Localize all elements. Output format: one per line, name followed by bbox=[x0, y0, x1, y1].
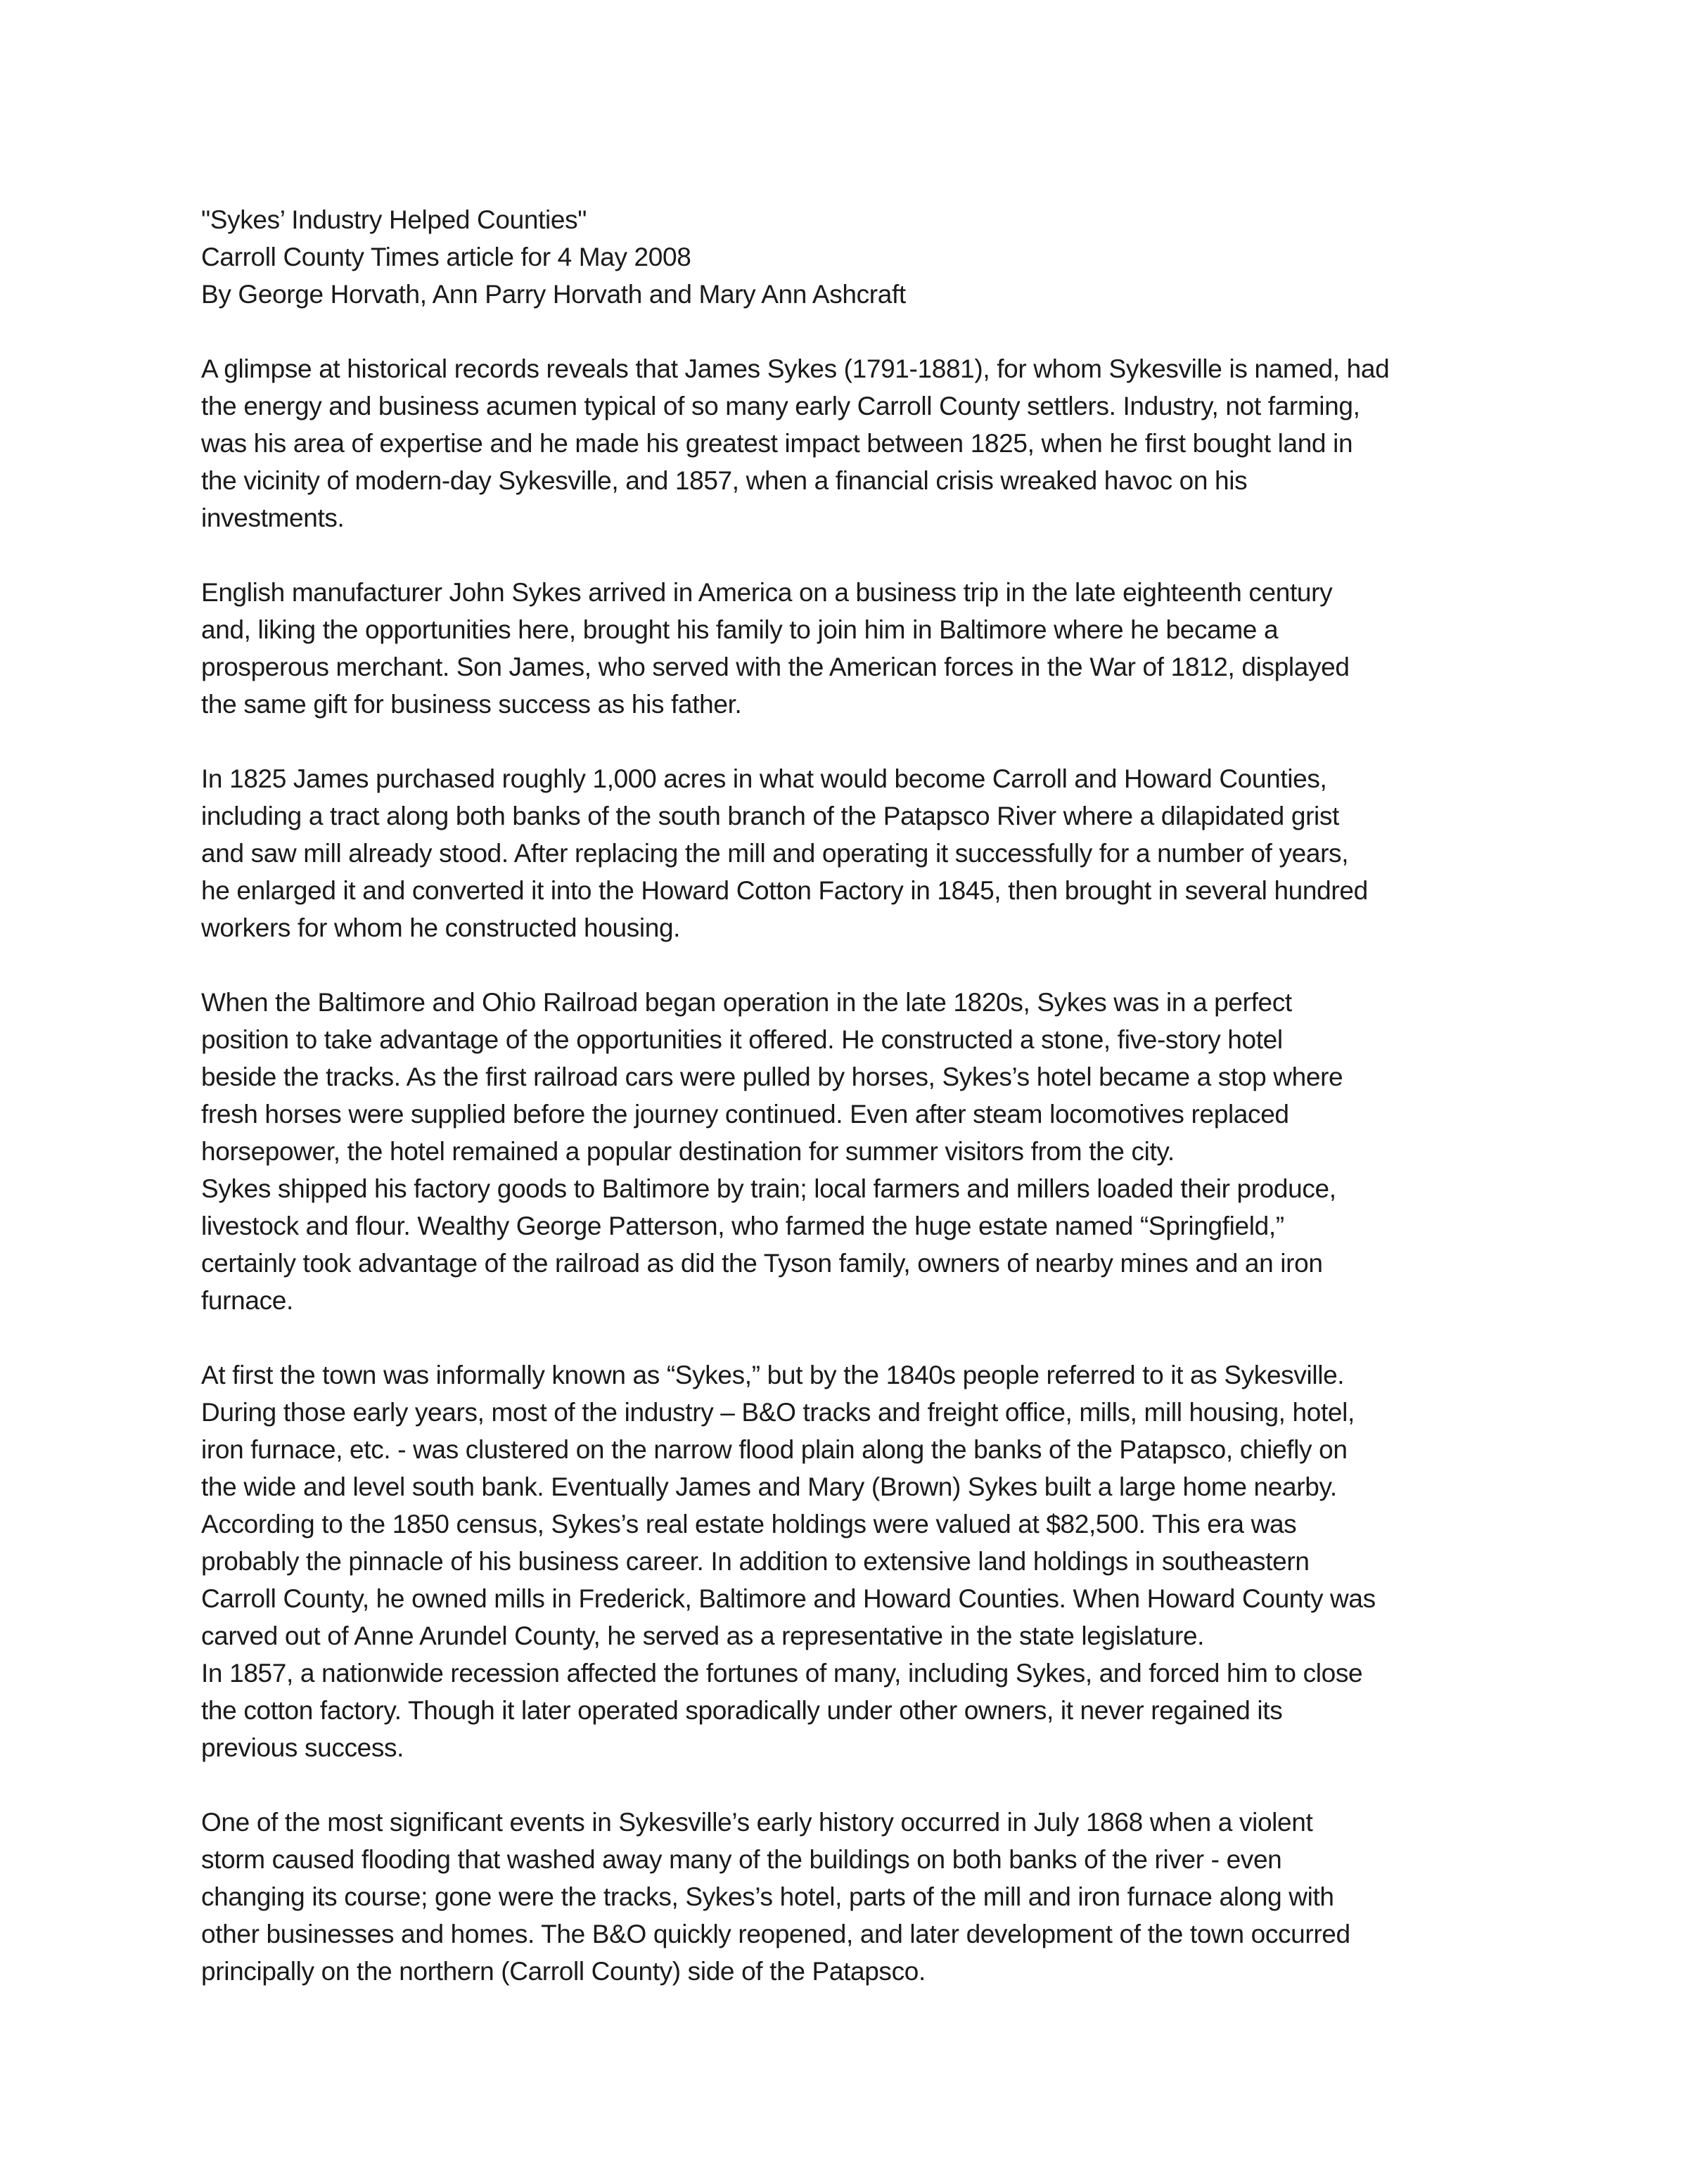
text-line: the cotton factory. Though it later operated sporadically under other owners, it never regained its bbox=[201, 1696, 1283, 1725]
article-body bbox=[201, 201, 1523, 1990]
text-line: fresh horses were supplied before the journey continued. Even after steam locomotives replaced bbox=[201, 1100, 1289, 1129]
text-line: workers for whom he constructed housing. bbox=[201, 913, 681, 942]
text-line: and, liking the opportunities here, brought his family to join him in Baltimore where he became a bbox=[201, 615, 1279, 644]
text-line: In 1857, a nationwide recession affected the fortunes of many, including Sykes, and forced him to close bbox=[201, 1659, 1363, 1688]
text-line: A glimpse at historical records reveals that James Sykes (1791-1881), for whom Sykesville is named, had bbox=[201, 354, 1390, 383]
text-line: investments. bbox=[201, 503, 345, 532]
text-line: was his area of expertise and he made his greatest impact between 1825, when he first bought land in bbox=[201, 429, 1353, 458]
publication-line: Carroll County Times article for 4 May 2008 bbox=[201, 243, 691, 271]
text-line: livestock and flour. Wealthy George Patterson, who farmed the huge estate named “Springfield,” bbox=[201, 1212, 1284, 1240]
text-line: According to the 1850 census, Sykes’s real estate holdings were valued at $82,500. This era was bbox=[201, 1510, 1297, 1539]
paragraph-gap bbox=[201, 1766, 1523, 1804]
paragraph-gap bbox=[201, 946, 1523, 984]
text-line: the vicinity of modern-day Sykesville, and 1857, when a financial crisis wreaked havoc on his bbox=[201, 466, 1248, 495]
text-line: prosperous merchant. Son James, who served with the American forces in the War of 1812, displayed bbox=[201, 653, 1350, 681]
paragraph bbox=[201, 760, 1523, 946]
text-line: In 1825 James purchased roughly 1,000 acres in what would become Carroll and Howard Counties, bbox=[201, 764, 1327, 793]
paragraph-gap bbox=[201, 1319, 1523, 1356]
text-line: principally on the northern (Carroll County) side of the Patapsco. bbox=[201, 1957, 926, 1986]
paragraph-gap bbox=[201, 723, 1523, 760]
text-line: At first the town was informally known as “Sykes,” but by the 1840s people referred to it as Sykesville. bbox=[201, 1361, 1345, 1389]
text-line: During those early years, most of the industry – B&O tracks and freight office, mills, mill housing, hotel, bbox=[201, 1398, 1355, 1427]
text-line: iron furnace, etc. - was clustered on the narrow flood plain along the banks of the Patapsco, chiefly on bbox=[201, 1435, 1348, 1464]
text-line: the energy and business acumen typical of so many early Carroll County settlers. Industry, not farming, bbox=[201, 392, 1360, 420]
text-line: beside the tracks. As the first railroad cars were pulled by horses, Sykes’s hotel became a stop where bbox=[201, 1062, 1343, 1091]
text-line: horsepower, the hotel remained a popular destination for summer visitors from the city. bbox=[201, 1137, 1175, 1166]
text-line: he enlarged it and converted it into the Howard Cotton Factory in 1845, then brought in several hundred bbox=[201, 876, 1368, 905]
text-line: the same gift for business success as his father. bbox=[201, 690, 742, 719]
text-line: and saw mill already stood. After replacing the mill and operating it successfully for a number of years, bbox=[201, 839, 1349, 868]
text-line: including a tract along both banks of the south branch of the Patapsco River where a dilapidated grist bbox=[201, 802, 1339, 830]
article-title: "Sykes’ Industry Helped Counties" bbox=[201, 205, 587, 234]
paragraph bbox=[201, 350, 1523, 537]
text-line: Carroll County, he owned mills in Frederick, Baltimore and Howard Counties. When Howard County was bbox=[201, 1584, 1376, 1613]
text-line: certainly took advantage of the railroad as did the Tyson family, owners of nearby mines and an iron bbox=[201, 1249, 1323, 1278]
text-line: furnace. bbox=[201, 1286, 293, 1315]
text-line: storm caused flooding that washed away many of the buildings on both banks of the river - even bbox=[201, 1845, 1282, 1874]
paragraph bbox=[201, 984, 1523, 1319]
paragraph bbox=[201, 1804, 1523, 1990]
text-line: One of the most significant events in Sykesville’s early history occurred in July 1868 when a violent bbox=[201, 1808, 1313, 1837]
paragraph-gap bbox=[201, 537, 1523, 574]
text-line: probably the pinnacle of his business career. In addition to extensive land holdings in southeastern bbox=[201, 1547, 1310, 1576]
paragraph bbox=[201, 1356, 1523, 1766]
text-line: the wide and level south bank. Eventually James and Mary (Brown) Sykes built a large home nearby. bbox=[201, 1472, 1337, 1501]
text-line: position to take advantage of the opportunities it offered. He constructed a stone, five-story hotel bbox=[201, 1025, 1283, 1054]
paragraph-gap bbox=[201, 313, 1523, 350]
paragraph bbox=[201, 574, 1523, 723]
text-line: other businesses and homes. The B&O quickly reopened, and later development of the town occurred bbox=[201, 1920, 1350, 1948]
text-line: previous success. bbox=[201, 1733, 404, 1762]
text-line: changing its course; gone were the tracks, Sykes’s hotel, parts of the mill and iron furnace along with bbox=[201, 1882, 1334, 1911]
text-line: carved out of Anne Arundel County, he served as a representative in the state legislature. bbox=[201, 1621, 1205, 1650]
text-line: English manufacturer John Sykes arrived in America on a business trip in the late eighteenth century bbox=[201, 578, 1333, 607]
byline: By George Horvath, Ann Parry Horvath and Mary Ann Ashcraft bbox=[201, 280, 906, 309]
text-line: Sykes shipped his factory goods to Baltimore by train; local farmers and millers loaded their produce, bbox=[201, 1174, 1336, 1203]
text-line: When the Baltimore and Ohio Railroad began operation in the late 1820s, Sykes was in a perfect bbox=[201, 988, 1292, 1017]
